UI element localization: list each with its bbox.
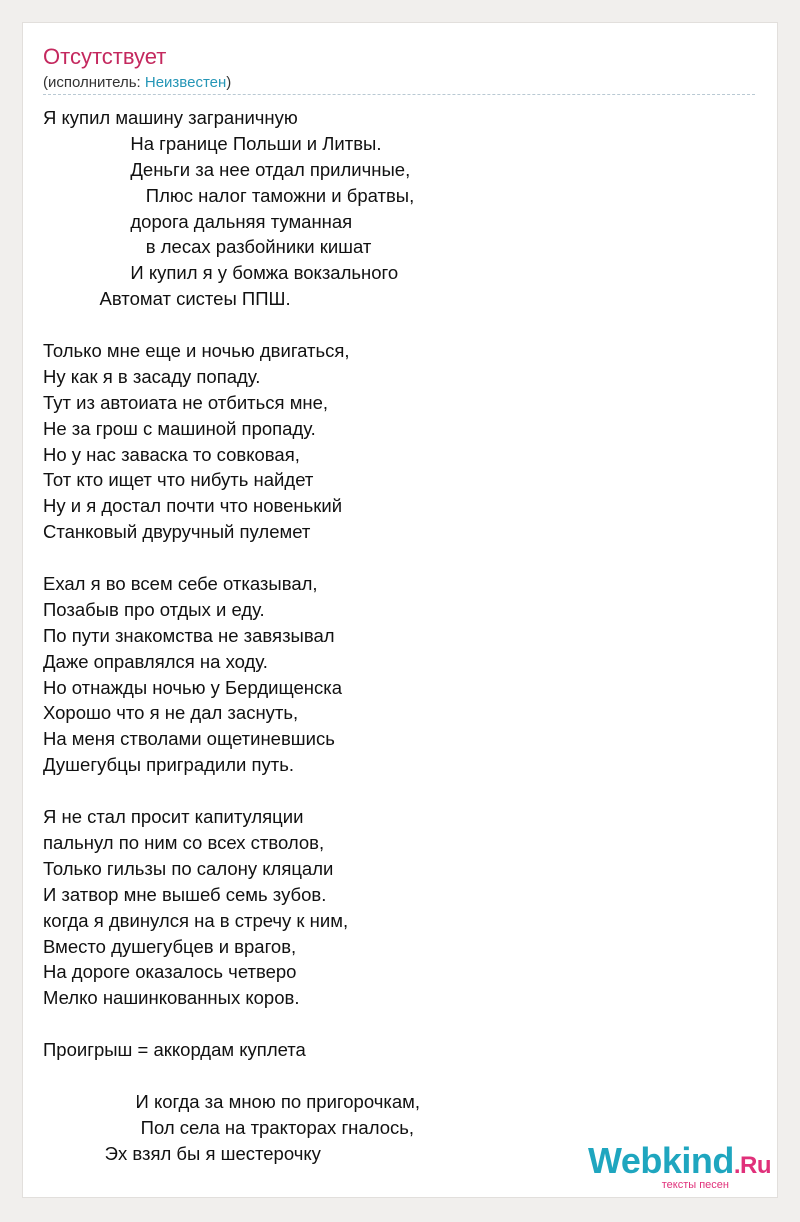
lyric-line: Но отнажды ночью у Бердищенска — [43, 676, 343, 698]
lyric-line: Только гильзы по салону кляцали — [43, 857, 334, 879]
lyric-line: Тот кто ищет что нибуть найдет — [43, 469, 314, 491]
lyric-line: дорога дальняя туманная — [43, 210, 353, 232]
lyric-line: По пути знакомства не завязывал — [43, 624, 335, 646]
lyric-line: И затвор мне вышеб семь зубов. — [43, 883, 327, 905]
artist-suffix: ) — [226, 74, 232, 91]
lyric-line: На дороге оказалось четверо — [43, 961, 297, 983]
logo-tld: .Ru — [733, 1152, 771, 1179]
lyric-line: Я купил машину заграничную — [43, 107, 298, 128]
lyric-line: Только мне еще и ночью двигаться, — [43, 340, 350, 362]
lyric-line: Автомат систеы ППШ. — [43, 288, 291, 310]
lyric-line: Вместо душегубцев и врагов, — [43, 935, 297, 957]
lyric-line: И когда за мною по пригорочкам, — [43, 1090, 421, 1112]
lyric-line: Не за грош с машиной пропаду. — [43, 417, 316, 439]
lyric-line: Ехал я во всем себе отказывал, — [43, 573, 318, 595]
lyrics-text — [43, 105, 743, 1167]
lyric-line: Станковый двуручный пулемет — [43, 521, 311, 543]
lyric-line: в лесах разбойники кишат — [43, 236, 372, 258]
artist-link[interactable]: Неизвестен — [144, 74, 227, 91]
lyric-line — [43, 312, 743, 338]
lyric-line: Хорошо что я не дал заснуть, — [43, 702, 299, 724]
artist-prefix: (исполнитель: — [43, 74, 145, 91]
lyric-line: Мелко нашинкованных коров. — [43, 987, 300, 1009]
lyric-line: На меня стволами ощетиневшись — [43, 728, 335, 750]
lyric-line: Тут из автоиата не отбиться мне, — [43, 391, 329, 413]
logo-wordmark — [587, 1140, 771, 1183]
lyric-line: Позабыв про отдых и еду. — [43, 598, 265, 620]
song-title: Отсутствует — [43, 44, 167, 69]
divider — [43, 94, 755, 95]
artist-line — [43, 74, 231, 91]
lyric-line: пальнул по ним со всех стволов, — [43, 831, 325, 853]
logo-main-text: Webkind — [587, 1140, 734, 1181]
lyric-line: И купил я у бомжа вокзального — [43, 262, 399, 284]
lyric-line: Деньги за нее отдал приличные, — [43, 158, 411, 180]
lyric-line: Эх взял бы я шестерочку — [43, 1142, 321, 1164]
lyric-line: когда я двинулся на в стречу к ним, — [43, 909, 349, 931]
lyric-line — [43, 778, 743, 804]
lyric-line: На границе Польши и Литвы. — [43, 132, 382, 154]
lyric-line — [43, 1063, 743, 1089]
lyric-line: Пол села на тракторах гналось, — [43, 1116, 415, 1138]
lyric-line: Ну как я в засаду попаду. — [43, 365, 261, 387]
lyric-line: Душегубцы приградили путь. — [43, 754, 295, 776]
lyric-line: Я не стал просит капитуляции — [43, 806, 304, 828]
lyric-line — [43, 545, 743, 571]
lyric-line — [43, 1011, 743, 1037]
logo-tagline: тексты песен — [661, 1179, 729, 1191]
lyric-line: Проигрыш = аккордам куплета — [43, 1039, 306, 1061]
lyric-line: Плюс налог таможни и братвы, — [43, 184, 415, 206]
site-logo[interactable] — [587, 1140, 771, 1191]
lyric-line: Но у нас заваска то совковая, — [43, 443, 300, 465]
lyric-line: Ну и я достал почти что новенький — [43, 495, 343, 517]
lyrics-card — [22, 22, 778, 1198]
lyric-line: Даже оправлялся на ходу. — [43, 650, 268, 672]
